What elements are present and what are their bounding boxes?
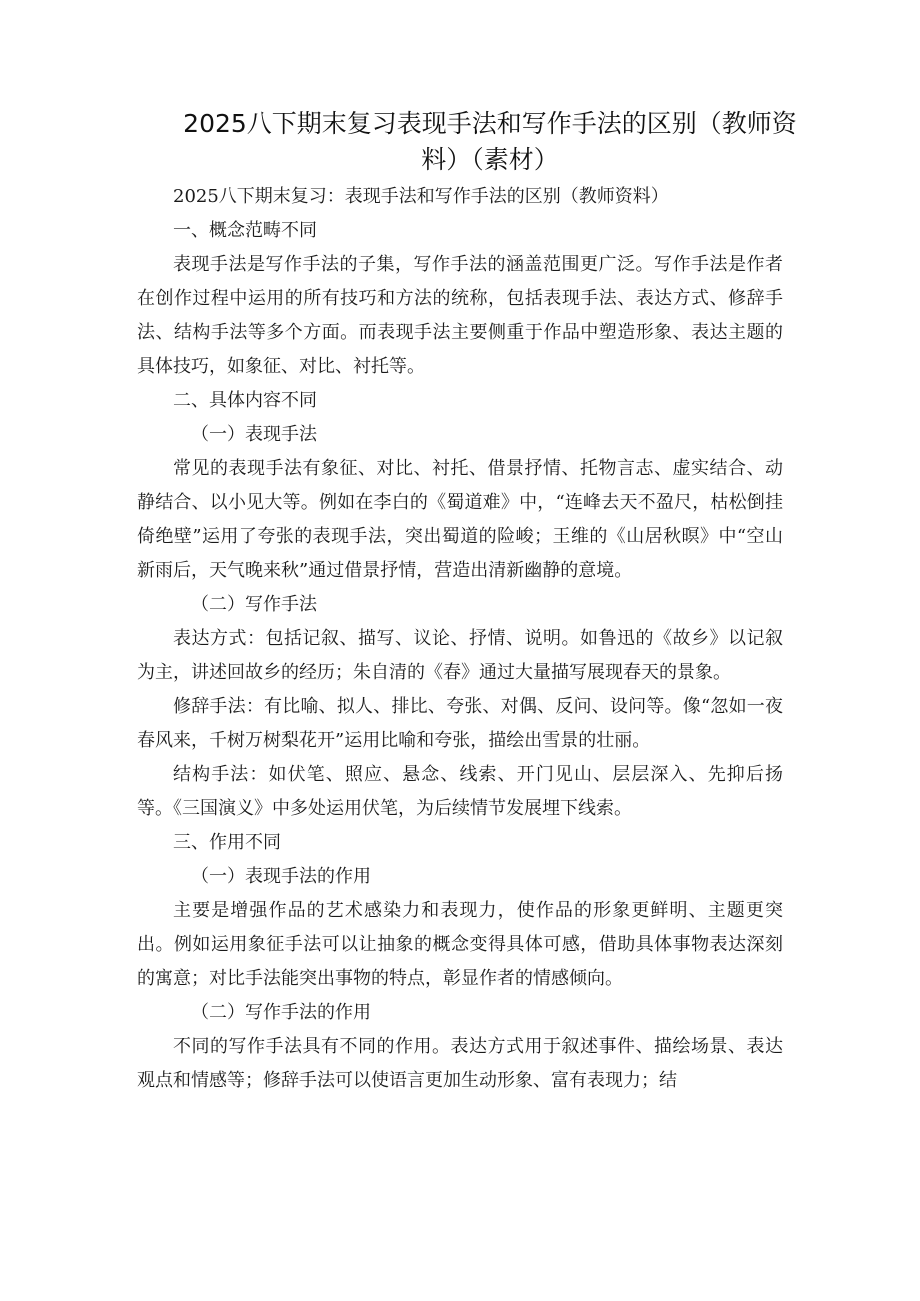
paragraph: 表现手法是写作手法的子集，写作手法的涵盖范围更广泛。写作手法是作者在创作过程中运用的所有技巧和方法的统称，包括表现手法、表达方式、修辞手法、结构手法等多个方面。而表现手法主要侧重于作品中塑造形象、表达主题的具体技巧，如象征、对比、衬托等。 (137, 254, 783, 377)
section-heading: 二、具体内容不同 (173, 390, 317, 411)
paragraph: 表达方式：包括记叙、描写、议论、抒情、说明。如鲁迅的《故乡》以记叙为主，讲述回故乡的经历；朱自清的《春》通过大量描写展现春天的景象。 (137, 628, 783, 683)
subsection-heading: （二）写作手法 (191, 594, 317, 615)
subsection-heading: （二）写作手法的作用 (191, 1002, 371, 1023)
paragraph: 不同的写作手法具有不同的作用。表达方式用于叙述事件、描绘场景、表达观点和情感等；修辞手法可以使语言更加生动形象、富有表现力；结 (137, 1036, 783, 1091)
paragraph: 结构手法：如伏笔、照应、悬念、线索、开门见山、层层深入、先抑后扬等。《三国演义》中多处运用伏笔，为后续情节发展埋下线索。 (137, 764, 783, 819)
subsection-heading: （一）表现手法的作用 (191, 866, 371, 887)
subtitle-line: 2025八下期末复习：表现手法和写作手法的区别（教师资料） (173, 186, 669, 207)
paragraph: 主要是增强作品的艺术感染力和表现力，使作品的形象更鲜明、主题更突出。例如运用象征手法可以让抽象的概念变得具体可感，借助具体事物表达深刻的寓意；对比手法能突出事物的特点，彰显作者的情感倾向。 (137, 900, 783, 989)
paragraph: 修辞手法：有比喻、拟人、排比、夸张、对偶、反问、设问等。像“忽如一夜春风来，千树万树梨花开”运用比喻和夸张，描绘出雪景的壮丽。 (137, 696, 783, 751)
section-heading: 一、概念范畴不同 (173, 220, 317, 241)
document-body (137, 180, 783, 1098)
subsection-heading: （一）表现手法 (191, 424, 317, 445)
section-heading: 三、作用不同 (173, 832, 281, 853)
document-title: 2025八下期末复习表现手法和写作手法的区别（教师资料）（素材） (183, 109, 797, 174)
paragraph: 常见的表现手法有象征、对比、衬托、借景抒情、托物言志、虚实结合、动静结合、以小见大等。例如在李白的《蜀道难》中，“连峰去天不盈尺，枯松倒挂倚绝壁”运用了夸张的表现手法，突出蜀道的险峻；王维的《山居秋暝》中“空山新雨后，天气晚来秋”通过借景抒情，营造出清新幽静的意境。 (137, 458, 783, 581)
